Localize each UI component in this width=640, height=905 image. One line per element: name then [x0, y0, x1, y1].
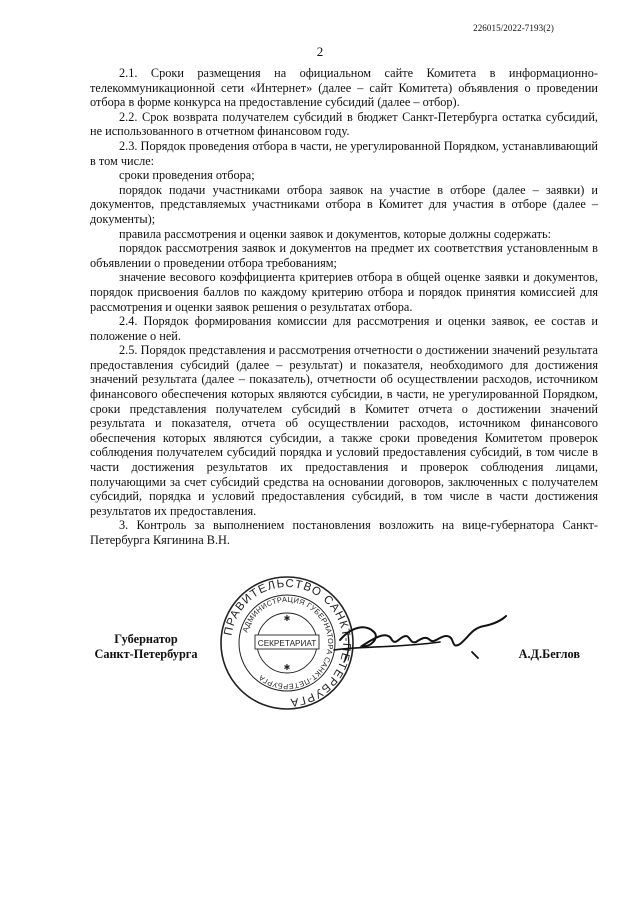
seal-inner-text: АДМИНИСТРАЦИЯ ГУБЕРНАТОРА САНКТ-ПЕТЕРБУРГА — [240, 594, 336, 692]
signer-name: А.Д.Беглов — [518, 647, 580, 661]
signer-title-line-2: Санкт-Петербурга — [94, 647, 198, 661]
paragraph-2-3-item-2: порядок подачи участниками отбора заявок на участие в отборе (далее – заявки) и документов, представляемых участниками отбора в Комитет для участия в отборе (далее – документы); — [90, 182, 598, 226]
handwritten-signature-icon — [322, 606, 512, 676]
seal-outer-text: ПРАВИТЕЛЬСТВО САНКТ-ПЕТЕРБУРГА — [222, 577, 353, 709]
svg-text:✱: ✱ — [283, 614, 291, 623]
paragraph-2-3: 2.3. Порядок проведения отбора в части, не урегулированной Порядком, устанавливающий в том числе: — [90, 138, 598, 168]
document-body — [90, 66, 598, 548]
paragraph-2-3-item-4: порядок рассмотрения заявок и документов на предмет их соответствия установленным в объявлении о проведении отбора требованиям; — [90, 241, 598, 270]
svg-text:✱: ✱ — [283, 663, 291, 672]
paragraph-2-3-item-3: правила рассмотрения и оценки заявок и документов, которые должны содержать: — [119, 226, 552, 241]
paragraph-2-2: 2.2. Срок возврата получателем субсидий в бюджет Санкт-Петербурга остатка субсидий, не использованного в отчетном финансовом году. — [90, 109, 598, 139]
paragraph-2-5: 2.5. Порядок представления и рассмотрения отчетности о достижении значений результата предоставления субсидий (далее – результат) и показателя, необходимого для достижения значений результата (далее – показатель), отчетности об осуществлении расходов, источником финансового обеспечения которых являются субсидии, в части, не урегулированной Порядком, сроки представления получателем субсидий в Комитет отчета о достижении значений результата и показателя, отчета об осуществлении расходов, источником финансового обеспечения которых являются субсидии, а также сроки проведения Комитетом проверок соблюдения получателем субсидий порядка и условий предоставления субсидий, в том числе в части достижения результатов их предоставления и проверок соблюдения лицами, получающими за счет субсидий средства на основании договоров, заключенных с получателем субсидий, порядка и условий предоставления субсидий, в том числе в части достижения результатов их предоставления. — [90, 343, 598, 518]
document-number: 226015/2022-7193(2) — [473, 23, 554, 33]
paragraph-3: 3. Контроль за выполнением постановления возложить на вице-губернатора Санкт-Петербурга Кягинина В.Н. — [90, 518, 598, 547]
paragraph-2-3-item-1: сроки проведения отбора; — [119, 168, 255, 183]
paragraph-2-3-item-5: значение весового коэффициента критериев отбора в общей оценке заявки и документов, порядок присвоения баллов по каждому критерию отбора и порядок принятия комиссией для рассмотрения и оценки заявок решения о результатах отбора. — [90, 270, 598, 314]
page-number: 2 — [316, 44, 324, 59]
signer-title-line-1: Губернатор — [114, 632, 178, 646]
paragraph-2-4: 2.4. Порядок формирования комиссии для рассмотрения и оценки заявок, ее состав и положение о ней. — [90, 314, 598, 343]
seal-center-text: СЕКРЕТАРИАТ — [257, 639, 317, 648]
signer-title — [90, 632, 202, 662]
paragraph-2-1: 2.1. Сроки размещения на официальном сайте Комитета в информационно-телекоммуникационной сети «Интернет» (далее – сайт Комитета) объявления о проведении отбора в форме конкурса на предоставление субсидий (далее – отбор). — [90, 66, 598, 110]
